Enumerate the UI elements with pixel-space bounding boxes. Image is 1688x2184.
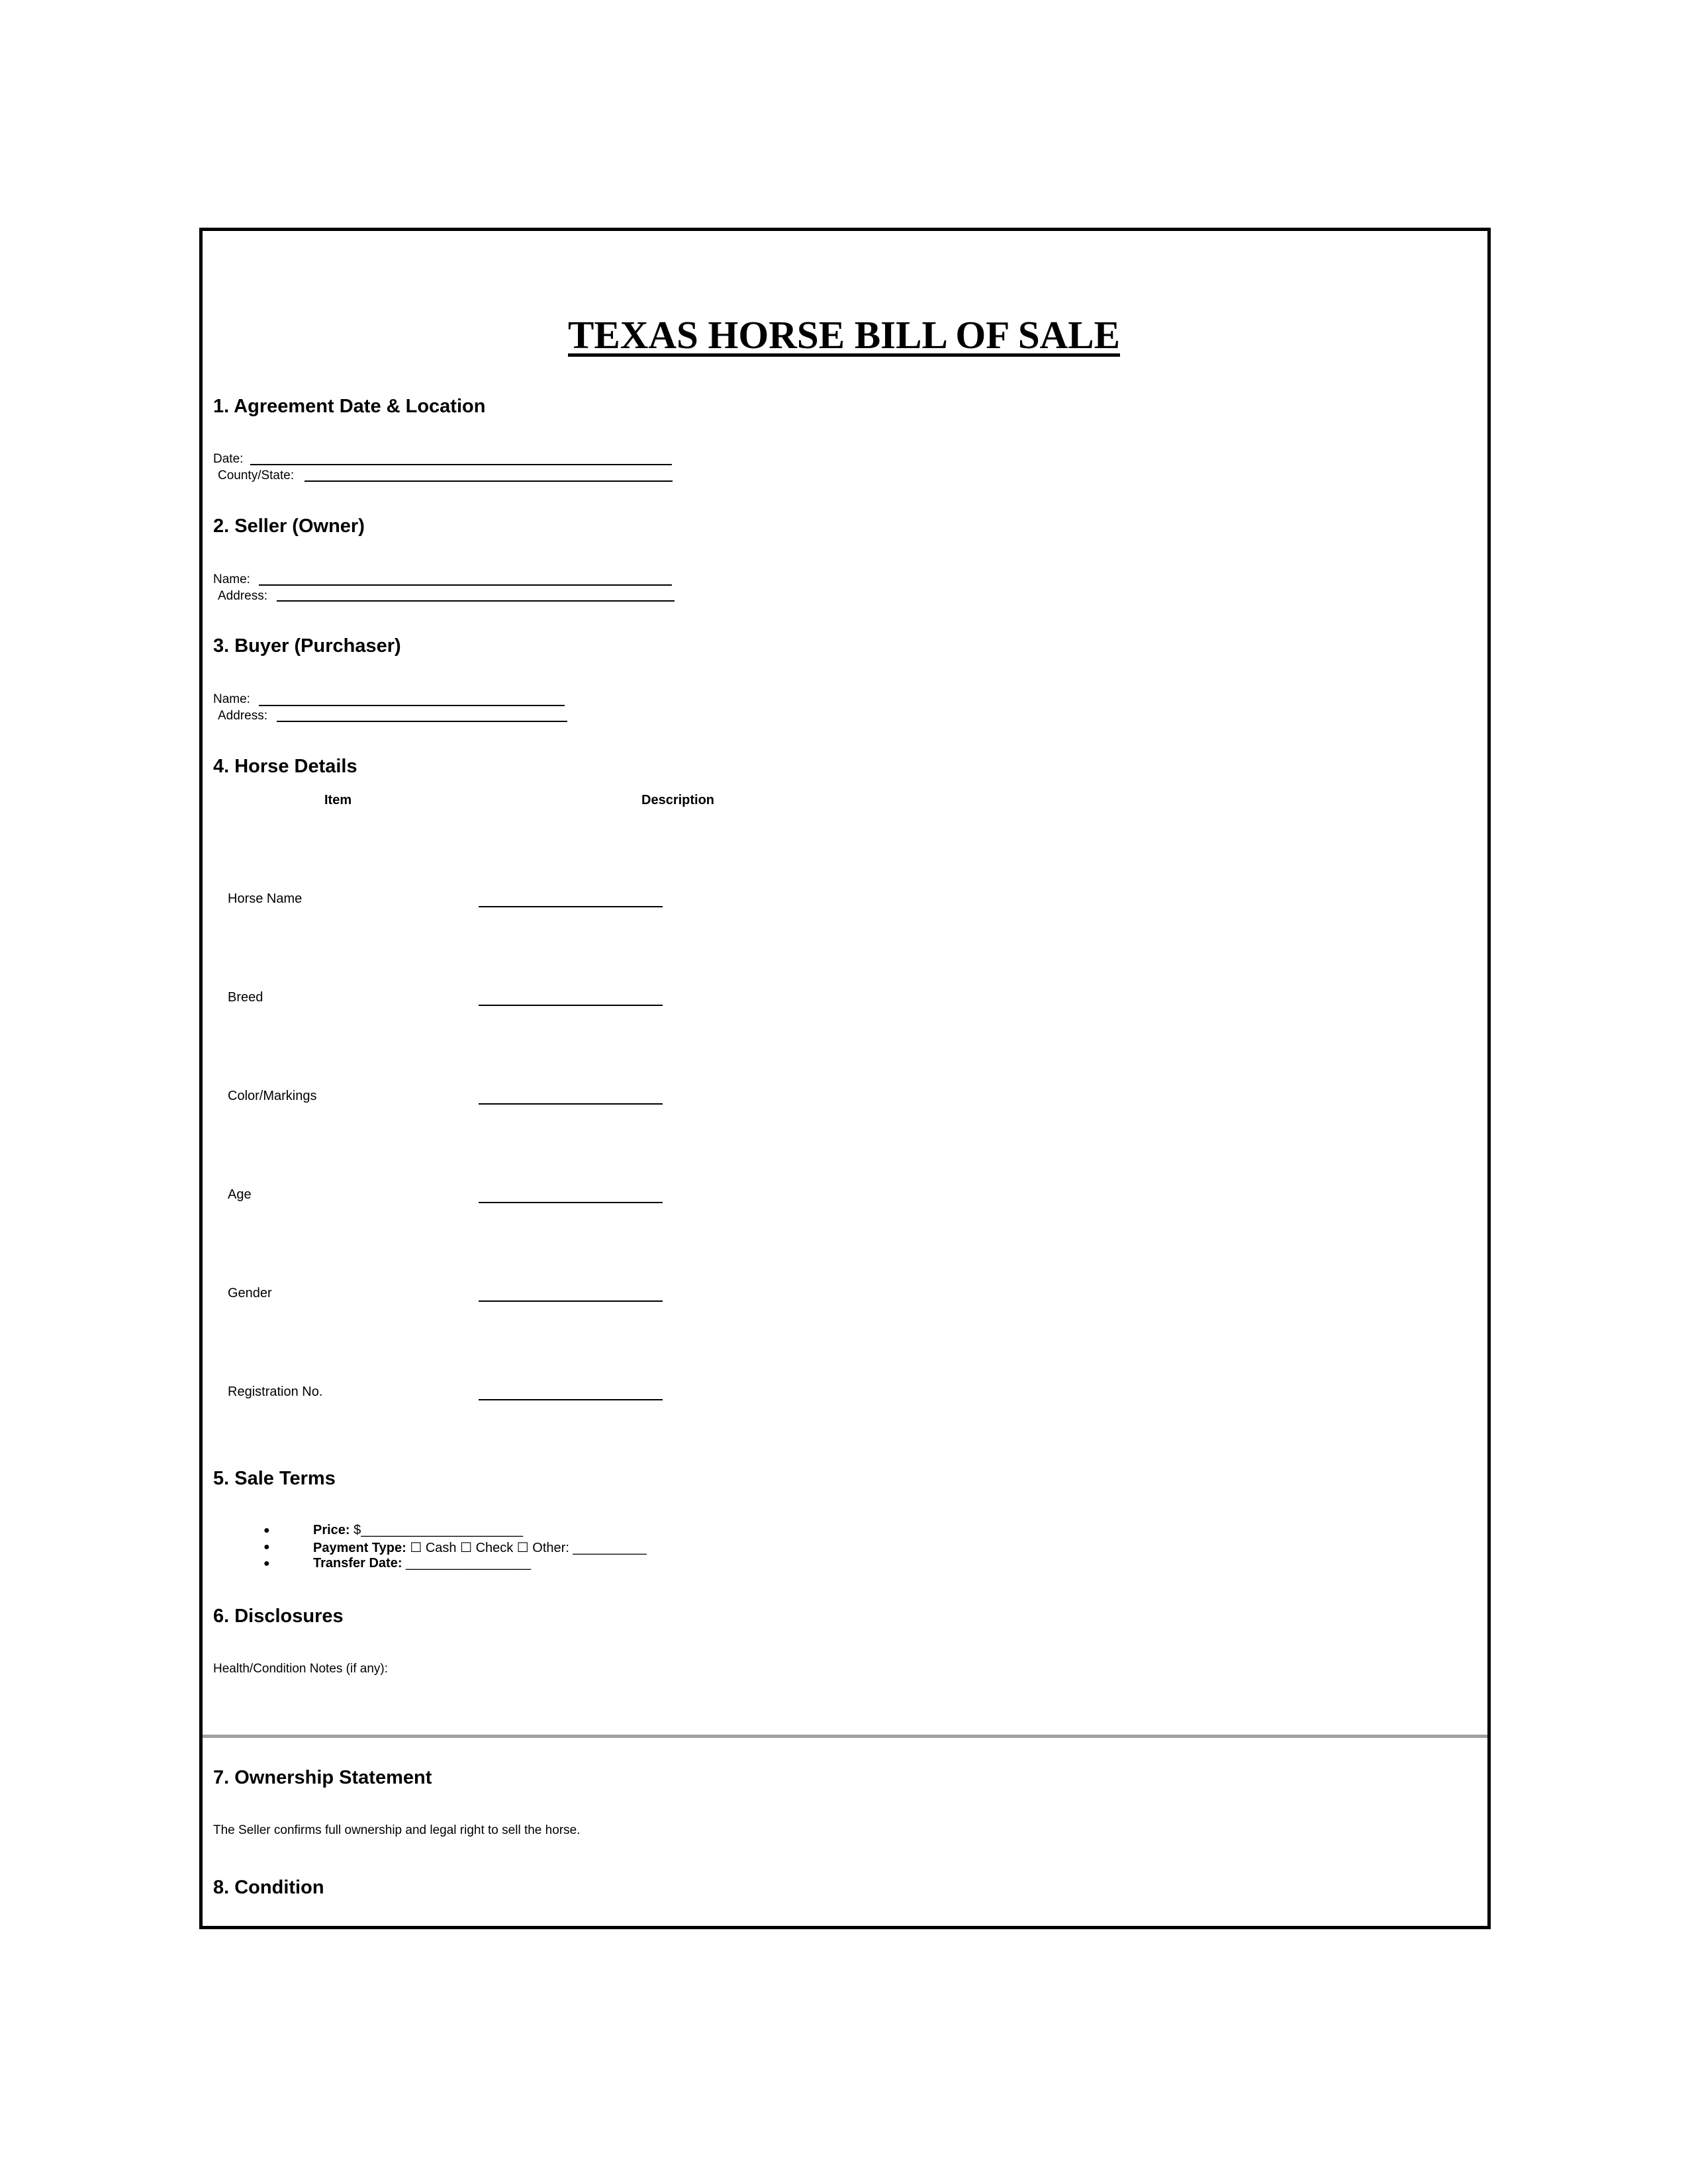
bullet-price: ● (263, 1525, 270, 1536)
seller-address-field[interactable] (277, 600, 675, 602)
column-header-description: Description (641, 793, 715, 807)
date-field[interactable] (250, 464, 672, 465)
column-header-item: Item (324, 793, 352, 807)
row-label-breed: Breed (228, 990, 263, 1005)
ownership-statement-text: The Seller confirms full ownership and legal right to sell the horse. (213, 1823, 581, 1837)
document-title: TEXAS HORSE BILL OF SALE (568, 313, 1120, 357)
section-7-heading: 7. Ownership Statement (213, 1767, 432, 1788)
registration-no-field[interactable] (479, 1399, 663, 1400)
buyer-address-field[interactable] (277, 721, 567, 722)
section-8-heading: 8. Condition (213, 1877, 324, 1898)
seller-name-field[interactable] (259, 584, 672, 586)
age-field[interactable] (479, 1202, 663, 1203)
buyer-name-field[interactable] (259, 705, 565, 706)
price-field[interactable]: $______________________ (353, 1523, 523, 1537)
county-state-field[interactable] (305, 480, 673, 482)
payment-type-label: Payment Type: (313, 1541, 406, 1555)
transfer-date-item (313, 1556, 531, 1571)
payment-type-options[interactable]: ☐ Cash ☐ Check ☐ Other: __________ (410, 1541, 647, 1555)
health-notes-label: Health/Condition Notes (if any): (213, 1662, 389, 1676)
bullet-transfer-date: ● (263, 1558, 270, 1569)
row-label-horse-name: Horse Name (228, 891, 303, 906)
row-label-age: Age (228, 1187, 252, 1202)
document-frame (199, 228, 1491, 1929)
row-label-registration-no: Registration No. (228, 1385, 323, 1399)
county-state-label: County/State: (218, 469, 295, 482)
seller-address-label: Address: (218, 589, 267, 603)
row-label-gender: Gender (228, 1286, 272, 1300)
page-separator (203, 1735, 1487, 1738)
section-1-heading: 1. Agreement Date & Location (213, 396, 486, 417)
color-markings-field[interactable] (479, 1103, 663, 1105)
price-item (313, 1523, 523, 1538)
price-label: Price: (313, 1523, 350, 1537)
date-label: Date: (213, 452, 244, 466)
breed-field[interactable] (479, 1005, 663, 1006)
section-5-heading: 5. Sale Terms (213, 1468, 336, 1489)
seller-name-label: Name: (213, 572, 250, 586)
buyer-address-label: Address: (218, 709, 267, 723)
gender-field[interactable] (479, 1300, 663, 1302)
buyer-name-label: Name: (213, 692, 250, 706)
payment-type-item (313, 1539, 647, 1556)
horse-name-field[interactable] (479, 906, 663, 907)
section-4-heading: 4. Horse Details (213, 756, 357, 777)
transfer-date-label: Transfer Date: (313, 1556, 402, 1570)
row-label-color-markings: Color/Markings (228, 1089, 317, 1103)
section-2-heading: 2. Seller (Owner) (213, 516, 365, 537)
transfer-date-field[interactable]: _________________ (406, 1556, 532, 1570)
section-3-heading: 3. Buyer (Purchaser) (213, 635, 401, 657)
section-6-heading: 6. Disclosures (213, 1606, 344, 1627)
bullet-payment-type: ● (263, 1541, 270, 1553)
